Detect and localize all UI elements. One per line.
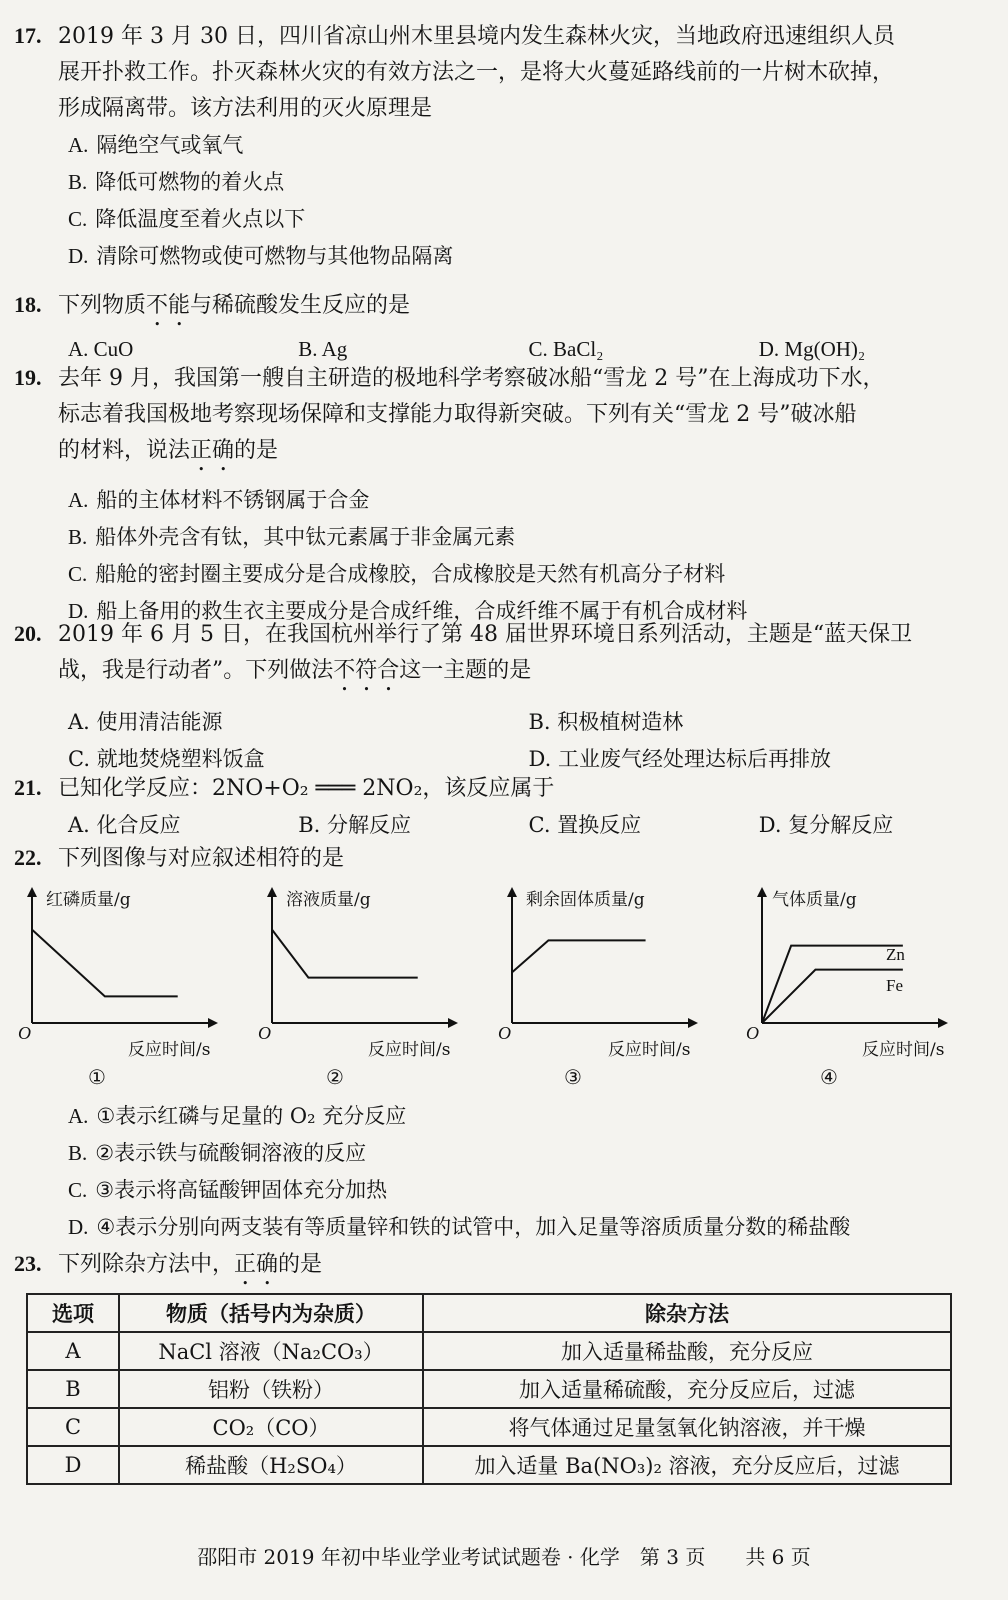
chart-xlabel: 反应时间/s [862, 1040, 945, 1060]
table-row [27, 1446, 951, 1484]
question-stem: 下列除杂方法中， [58, 1252, 235, 1277]
separation-table [26, 1293, 952, 1485]
question-number: 22. [14, 845, 42, 870]
option-b[interactable]: B. Ag [298, 337, 348, 361]
question-stem: 已知化学反应：2NO+O₂ ═══ 2NO₂，该反应属于 [58, 776, 555, 801]
emphasis: 不符合 [333, 658, 400, 683]
option-c[interactable]: C. 置换反应 [528, 813, 642, 837]
question-number: 17. [14, 23, 42, 48]
table-cell: D [27, 1446, 119, 1484]
question-stem: 2019 年 3 月 30 日，四川省凉山州木里县境内发生森林火灾，当地政府迅速组织人员 [58, 24, 895, 49]
table-row [27, 1370, 951, 1408]
option-d[interactable]: D. 工业废气经处理达标后再排放 [528, 747, 831, 771]
question-number: 23. [14, 1251, 42, 1276]
chart-ylabel: 红磷质量/g [46, 890, 131, 910]
x-axis-arrow [938, 1018, 948, 1028]
x-axis-arrow [448, 1018, 458, 1028]
table-cell: 稀盐酸（H₂SO₄） [119, 1446, 423, 1484]
question-number: 21. [14, 775, 42, 800]
table-cell: 加入适量稀盐酸，充分反应 [423, 1332, 951, 1370]
table-cell: C [27, 1408, 119, 1446]
x-axis-arrow [688, 1018, 698, 1028]
chart-origin: O [258, 1023, 271, 1043]
option-c[interactable]: C. BaCl₂ [528, 337, 604, 361]
y-axis-arrow [757, 887, 767, 897]
table-header-row [27, 1294, 951, 1332]
chart-ylabel: 气体质量/g [772, 890, 857, 910]
question-18: 18. 下列物质不能与稀硫酸发生反应的是 A. CuO B. Ag C. BaCl₂ D. Mg(OH)₂ [14, 287, 989, 367]
question-23: 23. 下列除杂方法中，正确的是 [14, 1246, 989, 1290]
option-d[interactable]: D. Mg(OH)₂ [758, 337, 866, 361]
series-line-1 [512, 940, 646, 972]
table-header: 物质（括号内为杂质） [119, 1294, 423, 1332]
option-a[interactable]: A. 船的主体材料不锈钢属于合金 [68, 488, 370, 512]
option-c[interactable]: C. 就地焚烧塑料饭盒 [68, 747, 265, 771]
question-number: 19. [14, 365, 42, 390]
series-label-fe: Fe [886, 976, 903, 995]
option-d[interactable]: D. 复分解反应 [758, 813, 894, 837]
table-cell: 加入适量稀硫酸，充分反应后，过滤 [423, 1370, 951, 1408]
question-stem: 下列物质 [58, 293, 147, 318]
chart-number: ④ [820, 1065, 838, 1089]
table-row [27, 1332, 951, 1370]
chart-2 [250, 865, 490, 1095]
question-stem: 去年 9 月，我国第一艘自主研造的极地科学考察破冰船“雪龙 2 号”在上海成功下水， [58, 366, 885, 391]
option-b[interactable]: B. 分解反应 [298, 813, 412, 837]
table-cell: CO₂（CO） [119, 1408, 423, 1446]
x-axis-arrow [208, 1018, 218, 1028]
series-line-2 [762, 970, 903, 1023]
option-a[interactable]: A. 使用清洁能源 [68, 710, 223, 734]
table-cell: 铝粉（铁粉） [119, 1370, 423, 1408]
table-header: 除杂方法 [423, 1294, 951, 1332]
emphasis: 正确 [234, 1252, 279, 1277]
option-d[interactable]: D. ④表示分别向两支装有等质量锌和铁的试管中，加入足量等溶质质量分数的稀盐酸 [68, 1215, 851, 1239]
table-cell: 加入适量 Ba(NO₃)₂ 溶液，充分反应后，过滤 [423, 1446, 951, 1484]
emphasis: 不能 [146, 293, 191, 318]
question-20: 20. 2019 年 6 月 5 日，在我国杭州举行了第 48 届世界环境日系列活动，主题是“蓝天保卫 战，我是行动者”。下列做法不符合这一主题的是 A. 使用清洁能源 B. 积极植树造林 C. 就地焚烧塑料饭盒 D. 工业废气经处理达标后再排放 [14, 616, 989, 778]
chart-origin: O [746, 1023, 759, 1043]
table-cell: 将气体通过足量氢氧化钠溶液，并干燥 [423, 1408, 951, 1446]
option-d[interactable]: D. 清除可燃物或使可燃物与其他物品隔离 [68, 244, 454, 268]
option-b[interactable]: B. 积极植树造林 [528, 710, 684, 734]
chart-xlabel: 反应时间/s [368, 1040, 451, 1060]
question-stem: 下列图像与对应叙述相符的是 [58, 846, 345, 871]
question-stem: 2019 年 6 月 5 日，在我国杭州举行了第 48 届世界环境日系列活动，主题是“蓝天保卫 [58, 622, 913, 647]
option-a[interactable]: A. ①表示红磷与足量的 O₂ 充分反应 [68, 1104, 407, 1128]
y-axis-arrow [27, 887, 37, 897]
chart-4 [740, 865, 980, 1095]
question-number: 20. [14, 621, 42, 646]
chart-origin: O [18, 1023, 31, 1043]
page-footer: 邵阳市 2019 年初中毕业学业考试试题卷 · 化学 第 3 页 共 6 页 [197, 1545, 811, 1569]
question-19: 19. 去年 9 月，我国第一艘自主研造的极地科学考察破冰船“雪龙 2 号”在上海成功下水， 标志着我国极地考察现场保障和支撑能力取得新突破。下列有关“雪龙 2 号”破冰船 的材料，说法正确的是 A. 船的主体材料不锈钢属于合金 B. 船体外壳含有钛，其中钛元素属于非金属元素 C. 船舱的密封圈主要成分是合成橡胶，合成橡胶是天然有机高分子材料 D. 船上备用的救生衣主要成分是合成纤维，合成纤维不属于有机合成材料 [14, 360, 989, 630]
table-cell: A [27, 1332, 119, 1370]
question-stem: 展开扑救工作。扑灭森林火灾的有效方法之一，是将大火蔓延路线前的一片树木砍掉， [58, 60, 895, 85]
option-c[interactable]: C. ③表示将高锰酸钾固体充分加热 [68, 1178, 388, 1202]
chart-3 [490, 865, 730, 1095]
table-cell: B [27, 1370, 119, 1408]
option-a[interactable]: A. CuO [68, 337, 134, 361]
option-b[interactable]: B. ②表示铁与硫酸铜溶液的反应 [68, 1141, 367, 1165]
y-axis-arrow [507, 887, 517, 897]
question-21 [14, 770, 989, 843]
chart-number: ② [326, 1065, 344, 1089]
question-stem: 标志着我国极地考察现场保障和支撑能力取得新突破。下列有关“雪龙 2 号”破冰船 [58, 402, 857, 427]
series-line-1 [32, 930, 178, 997]
chart-ylabel: 剩余固体质量/g [526, 890, 645, 910]
chart-number: ① [88, 1065, 106, 1089]
question-stem: 形成隔离带。该方法利用的灭火原理是 [58, 96, 433, 121]
option-b[interactable]: B. 船体外壳含有钛，其中钛元素属于非金属元素 [68, 525, 516, 549]
chart-1 [10, 865, 250, 1095]
q22-charts [0, 865, 1008, 1100]
option-a[interactable]: A. 隔绝空气或氧气 [68, 133, 244, 157]
question-22-options [14, 1098, 989, 1246]
chart-xlabel: 反应时间/s [128, 1040, 211, 1060]
y-axis-arrow [267, 887, 277, 897]
series-line-1 [762, 946, 903, 1023]
chart-number: ③ [564, 1065, 582, 1089]
table-row [27, 1408, 951, 1446]
chart-xlabel: 反应时间/s [608, 1040, 691, 1060]
question-17 [14, 18, 989, 275]
table-header: 选项 [27, 1294, 119, 1332]
question-number: 18. [14, 292, 42, 317]
option-b[interactable]: B. 降低可燃物的着火点 [68, 170, 285, 194]
option-d[interactable]: D. 船上备用的救生衣主要成分是合成纤维，合成纤维不属于有机合成材料 [68, 599, 748, 623]
emphasis: 正确 [190, 438, 235, 463]
series-label-zn: Zn [886, 945, 905, 964]
series-line-1 [272, 930, 418, 978]
chart-ylabel: 溶液质量/g [286, 890, 371, 910]
option-c[interactable]: C. 降低温度至着火点以下 [68, 207, 306, 231]
chart-origin: O [498, 1023, 511, 1043]
option-c[interactable]: C. 船舱的密封圈主要成分是合成橡胶，合成橡胶是天然有机高分子材料 [68, 562, 726, 586]
table-cell: NaCl 溶液（Na₂CO₃） [119, 1332, 423, 1370]
option-a[interactable]: A. 化合反应 [68, 813, 181, 837]
